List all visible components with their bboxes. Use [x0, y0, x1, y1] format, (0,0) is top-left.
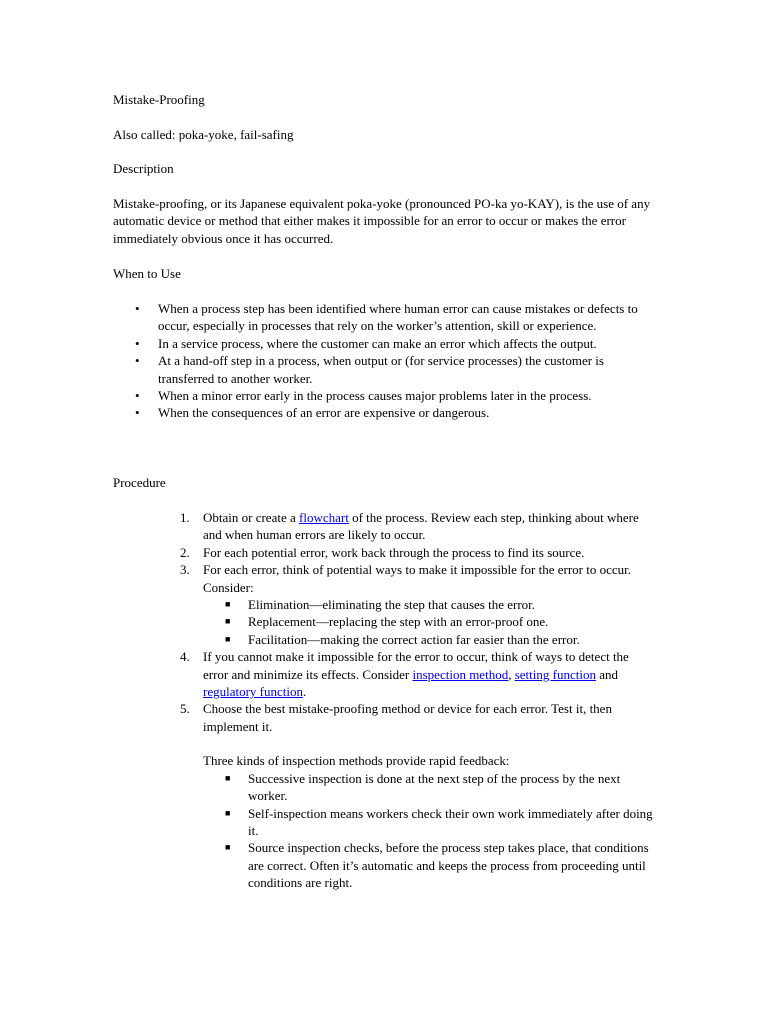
step-number: 3. [180, 562, 190, 578]
square-bullet-icon: ■ [225, 599, 231, 610]
list-item: ■ Elimination—eliminating the step that causes the error. [225, 597, 536, 613]
list-item: • At a hand-off step in a process, when output or (for service processes) the customer is transferred to another worker. [135, 353, 604, 386]
procedure-step-3: 3. For each error, think of potential ways to make it impossible for the error to occur. Consider: ■ Elimination—eliminating the step that causes the error. ■ Replacement—replacing the step with an error-proof one. ■ Facilitation—making the correct action far easier than the error. [168, 561, 653, 648]
regulatory-function-link[interactable]: regulatory function [203, 684, 303, 700]
step-number: 1. [180, 510, 190, 525]
flowchart-link[interactable]: flowchart [299, 510, 349, 525]
setting-function-link[interactable]: setting function [514, 666, 596, 682]
procedure-step-2: 2. For each potential error, work back through the process to find its source. [180, 544, 585, 560]
bullet-icon: • [135, 405, 140, 421]
bullet-icon: • [135, 353, 140, 369]
procedure-steps [168, 509, 653, 892]
step-number: 5. [180, 701, 190, 717]
procedure-step-1: 1. Obtain or create a flowchart of the process. Review each step, thinking about where and when human errors are likely to occur. [180, 510, 639, 543]
square-bullet-icon: ■ [225, 772, 231, 783]
bullet-icon: • [135, 388, 140, 404]
page-title: Mistake-Proofing [113, 92, 205, 107]
list-item: ■ Source inspection checks, before the process step takes place, that conditions are correct. Often it’s automatic and keeps the process from proceeding until conditions are right. [225, 840, 649, 891]
inspection-methods-list [203, 770, 653, 892]
inspection-method-link[interactable]: inspection method [412, 666, 509, 682]
also-called-line: Also called: poka-yoke, fail-safing [113, 127, 294, 142]
step-number: 4. [180, 649, 190, 665]
consider-options-list [203, 596, 653, 648]
list-item: ■ Self-inspection means workers check their own work immediately after doing it. [225, 805, 653, 838]
procedure-step-5: 5. Choose the best mistake-proofing method or device for each error. Test it, then implement it. Three kinds of inspection methods provide rapid feedback: ■ Successive inspection is done at the next step of the process by the next worker. ■ Self-inspection means workers check their own work immediately after doing it. ■ Source inspection checks, before the process step takes place, that conditions are correct. Often it’s automatic and keeps the process from proceeding until conditions are right. [180, 701, 653, 891]
when-to-use-heading: When to Use [113, 266, 181, 281]
square-bullet-icon: ■ [225, 633, 231, 644]
description-heading: Description [113, 161, 174, 176]
description-paragraph: Mistake-proofing, or its Japanese equivalent poka-yoke (pronounced PO-ka yo-KAY), is the use of any automatic device or method that either makes it impossible for an error to occur or makes the error immediately obvious once it has occurred. [113, 196, 651, 246]
list-item: ■ Successive inspection is done at the next step of the process by the next worker. [225, 770, 621, 804]
procedure-step-4: 4. If you cannot make it impossible for the error to occur, think of ways to detect the error and minimize its effects. Consider inspection method, setting function and regulatory function. [180, 649, 629, 700]
square-bullet-icon: ■ [225, 616, 231, 627]
inspection-methods-intro: Three kinds of inspection methods provide rapid feedback: [203, 753, 510, 769]
bullet-icon: • [135, 301, 140, 316]
step-number: 2. [180, 544, 190, 560]
list-item: ■ Facilitation—making the correct action far easier than the error. [225, 631, 580, 647]
procedure-heading: Procedure [113, 475, 166, 490]
bullet-icon: • [135, 335, 140, 351]
when-to-use-list [113, 300, 653, 422]
list-item: • When a process step has been identified where human error can cause mistakes or defects to occur, especially in processes that rely on the worker’s attention, skill or experience. [135, 301, 638, 334]
list-item: • When the consequences of an error are expensive or dangerous. [135, 405, 490, 421]
list-item: • In a service process, where the customer can make an error which affects the output. [135, 335, 597, 351]
list-item: • When a minor error early in the process causes major problems later in the process. [135, 388, 592, 404]
list-item: ■ Replacement—replacing the step with an error-proof one. [225, 614, 549, 630]
square-bullet-icon: ■ [225, 842, 231, 853]
square-bullet-icon: ■ [225, 807, 231, 818]
